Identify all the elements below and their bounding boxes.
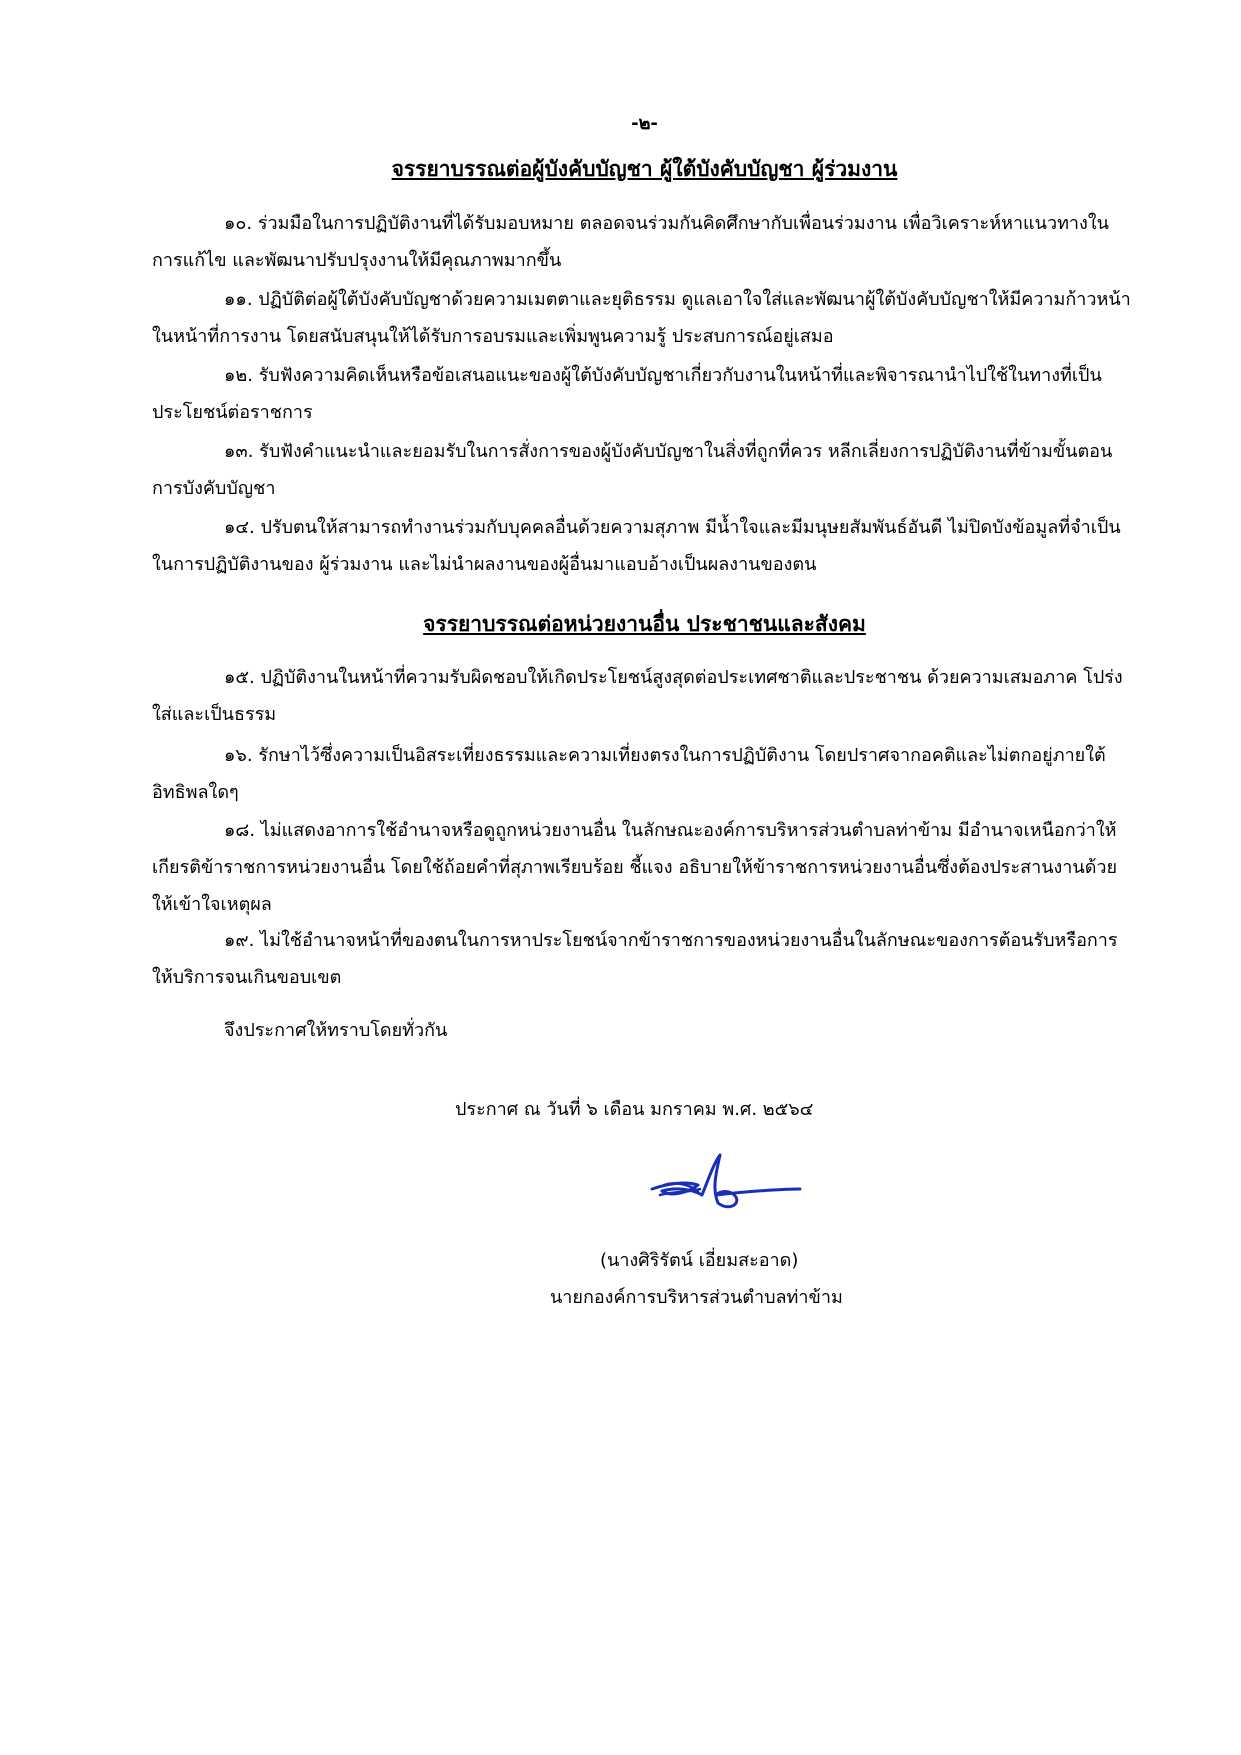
signer-name: (นางศิริรัตน์ เอี่ยมสะอาด) <box>600 1250 799 1271</box>
clause-13: ๑๓. รับฟังคำแนะนำและยอมรับในการสั่งการของผู้บังคับบัญชาในสิ่งที่ถูกที่ควร หลีกเลี่ยงการปฏิบัติงานที่ข้ามขั้นตอนการบังคับบัญชา <box>152 441 1113 499</box>
clause-12: ๑๒. รับฟังความคิดเห็นหรือข้อเสนอแนะของผู้ใต้บังคับบัญชาเกี่ยวกับงานในหน้าที่และพิจารณานำไปใช้ในทางที่เป็นประโยชน์ต่อราชการ <box>152 365 1102 423</box>
announce-date: ประกาศ ณ วันที่ ๖ เดือน มกราคม พ.ศ. ๒๕๖๔ <box>455 1099 814 1120</box>
clause-11: ๑๑. ปฏิบัติต่อผู้ใต้บังคับบัญชาด้วยความเมตตาและยุติธรรม ดูแลเอาใจใส่และพัฒนาผู้ใต้บังคับบัญชาให้มีความก้าวหน้าในหน้าที่การงาน โดยสนับสนุนให้ได้รับการอบรมและเพิ่มพูนความรู้ ประสบการณ์อยู่เสมอ <box>152 289 1131 347</box>
clause-16: ๑๖. รักษาไว้ซึ่งความเป็นอิสระเที่ยงธรรมและความเที่ยงตรงในการปฏิบัติงาน โดยปราศจากอคติและไม่ตกอยู่ภายใต้อิทธิพลใดๆ <box>152 745 1106 803</box>
signer-title: นายกองค์การบริหารส่วนตำบลท่าข้าม <box>550 1287 843 1308</box>
page-number: -๒- <box>631 113 658 134</box>
signature-stroke <box>652 1155 800 1207</box>
clause-15: ๑๕. ปฏิบัติงานในหน้าที่ความรับผิดชอบให้เกิดประโยชน์สูงสุดต่อประเทศชาติและประชาชน ด้วยความเสมอภาค โปร่งใส่และเป็นธรรม <box>152 667 1123 725</box>
section-heading-1: จรรยาบรรณต่อผู้บังคับบัญชา ผู้ใต้บังคับบัญชา ผู้ร่วมงาน <box>391 157 898 181</box>
clause-14: ๑๔. ปรับตนให้สามารถทำงานร่วมกับบุคคลอื่นด้วยความสุภาพ มีน้ำใจและมีมนุษยสัมพันธ์อันดี ไม่ปิดบังข้อมูลที่จำเป็นในการปฏิบัติงานของ ผู้ร่วมงาน และไม่นำผลงานของผู้อื่นมาแอบอ้างเป็นผลงานของตน <box>152 517 1121 575</box>
closing-statement: จึงประกาศให้ทราบโดยทั่วกัน <box>224 1020 448 1041</box>
signature-image <box>640 1145 820 1215</box>
clause-10: ๑๐. ร่วมมือในการปฏิบัติงานที่ได้รับมอบหมาย ตลอดจนร่วมกันคิดศึกษากับเพื่อนร่วมงาน เพื่อวิเคราะห์หาแนวทางในการแก้ไข และพัฒนาปรับปรุงงานให้มีคุณภาพมากขึ้น <box>152 213 1109 271</box>
clause-19: ๑๙. ไม่ใช้อำนาจหน้าที่ของตนในการหาประโยชน์จากข้าราชการของหน่วยงานอื่นในลักษณะของการต้อนรับหรือการให้บริการจนเกินขอบเขต <box>152 930 1118 988</box>
section-heading-2: จรรยาบรรณต่อหน่วยงานอื่น ประชาชนและสังคม <box>423 612 866 636</box>
clause-18: ๑๘. ไม่แสดงอาการใช้อำนาจหรือดูถูกหน่วยงานอื่น ในลักษณะองค์การบริหารส่วนตำบลท่าข้าม มีอำนาจเหนือกว่าให้เกียรติข้าราชการหน่วยงานอื่น โดยใช้ถ้อยคำที่สุภาพเรียบร้อย ชี้แจง อธิบายให้ข้าราชการหน่วยงานอื่นซึ่งต้องประสานงานด้วยให้เข้าใจเหตุผล <box>152 820 1118 915</box>
